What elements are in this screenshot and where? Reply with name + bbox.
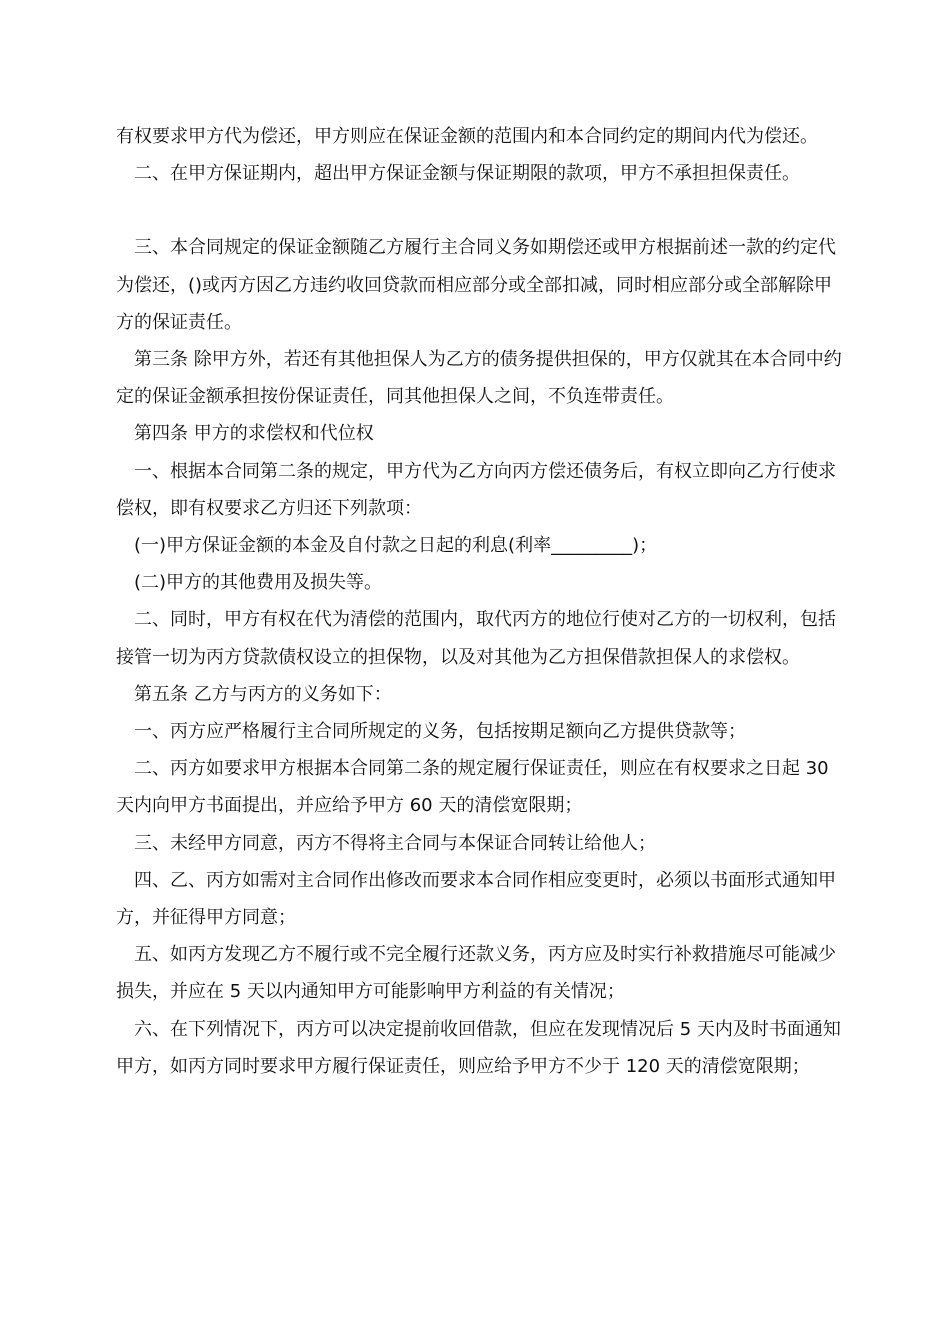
paragraph-5-3: 三、未经甲方同意，丙方不得将主合同与本保证合同转让给他人； <box>134 832 656 854</box>
paragraph-2-3: 三、本合同规定的保证金额随乙方履行主合同义务如期偿还或甲方根据前述一款的约定代为偿还，()或丙方因乙方违约收回贷款而相应部分或全部扣减，同时相应部分或全部解除甲方的保证责任。 <box>116 237 836 333</box>
article-4-heading: 第四条 甲方的求偿权和代位权 <box>134 423 374 445</box>
paragraph-2-2: 二、在甲方保证期内，超出甲方保证金额与保证期限的款项，甲方不承担担保责任。 <box>134 163 800 185</box>
article-5-heading: 第五条 乙方与丙方的义务如下： <box>134 683 392 705</box>
paragraph-5-1: 一、丙方应严格履行主合同所规定的义务，包括按期足额向乙方提供贷款等； <box>134 721 746 743</box>
paragraph-5-6: 六、在下列情况下，丙方可以决定提前收回借款，但应在发现情况后 5 天内及时书面通知甲方，如丙方同时要求甲方履行保证责任，则应给予甲方不少于 120 天的清偿宽限期； <box>116 1018 841 1077</box>
paragraph-5-5: 五、如丙方发现乙方不履行或不完全履行还款义务，丙方应及时实行补救措施尽可能减少损失，并应在 5 天以内通知甲方可能影响甲方利益的有关情况； <box>116 944 836 1003</box>
paragraph-continuation: 有权要求甲方代为偿还，甲方则应在保证金额的范围内和本合同约定的期间内代为偿还。 <box>116 126 818 147</box>
paragraph-4-1-a: (一)甲方保证金额的本金及自付款之日起的利息(利率_________)； <box>134 535 658 557</box>
paragraph-4-1: 一、根据本合同第二条的规定，甲方代为乙方向丙方偿还债务后，有权立即向乙方行使求偿权，即有权要求乙方归还下列款项： <box>116 460 836 519</box>
document-page <box>116 118 842 1085</box>
paragraph-4-2: 二、同时，甲方有权在代为清偿的范围内，取代丙方的地位行使对乙方的一切权利，包括接管一切为丙方贷款债权设立的担保物，以及对其他为乙方担保借款担保人的求偿权。 <box>116 609 836 668</box>
paragraph-5-2: 二、丙方如要求甲方根据本合同第二条的规定履行保证责任，则应在有权要求之日起 30 天内向甲方书面提出，并应给予甲方 60 天的清偿宽限期； <box>116 758 829 817</box>
paragraph-5-4: 四、乙、丙方如需对主合同作出修改而要求本合同作相应变更时，必须以书面形式通知甲方，并征得甲方同意； <box>116 869 836 929</box>
article-3: 第三条 除甲方外，若还有其他担保人为乙方的债务提供担保的，甲方仅就其在本合同中约定的保证金额承担按份保证责任，同其他担保人之间，不负连带责任。 <box>116 349 842 408</box>
paragraph-4-1-b: (二)甲方的其他费用及损失等。 <box>134 572 383 594</box>
